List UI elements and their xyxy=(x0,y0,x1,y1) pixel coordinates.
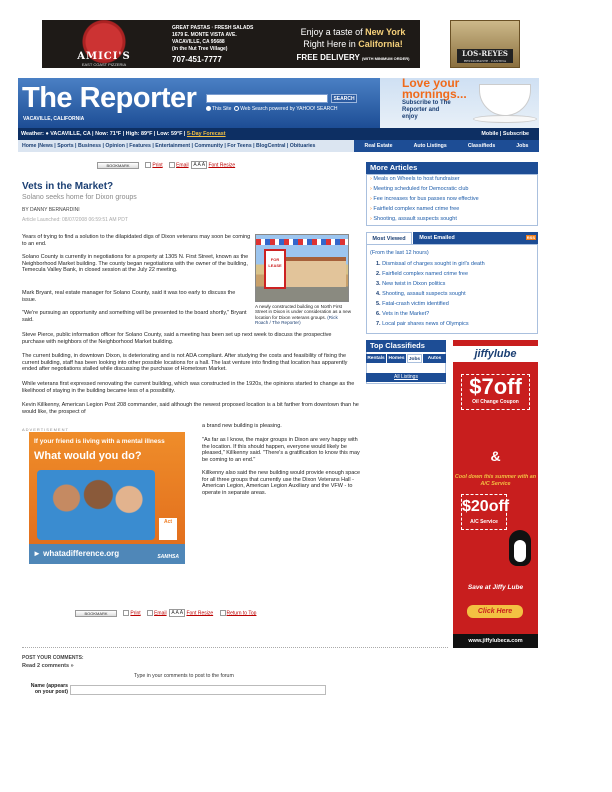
amici-brand-sub: EAST COAST PIZZERIA xyxy=(81,62,127,67)
para-3: Mark Bryant, real estate manager for Solano County, said it was too early to discuss the issue. xyxy=(22,290,236,303)
scope-site-label: This Site xyxy=(212,106,232,112)
para-10: "As far as I know, the major groups in Dixon are very happy with the location. If this should happen, everyone would likely be pleased," Killkenny said. "There's a gratification to know this may be coming to an end." xyxy=(202,437,360,463)
amici-logo xyxy=(42,20,166,68)
nav-right xyxy=(354,140,539,152)
coupon-ac-service xyxy=(461,494,510,530)
bookmark-button-bottom[interactable]: BOOKMARK xyxy=(75,610,117,617)
los-reyes-ad[interactable] xyxy=(450,20,520,68)
radio-web-search[interactable] xyxy=(234,106,239,111)
post-comments-label: POST YOUR COMMENTS: xyxy=(22,655,84,661)
amici-line3: VACAVILLE, CA 95688 xyxy=(172,39,225,45)
search-button[interactable]: SEARCH xyxy=(331,94,357,103)
jiffy-save: Save at Jiffy Lube xyxy=(467,584,524,591)
advertisement-label: ADVERTISEMENT xyxy=(22,427,69,432)
samhsa-logo: SAMHSA xyxy=(157,554,179,560)
jiffy-click-here-button[interactable]: Click Here xyxy=(467,605,523,618)
promo2: Right Here in xyxy=(303,39,359,49)
mh-ad-url: ► whatadifference.org xyxy=(29,544,185,564)
weather-bar xyxy=(18,128,539,140)
nav-links[interactable]: Home |News | Sports | Business | Opinion | Features | Entertainment | Community | For Teens | BlogCentral | Obituaries xyxy=(22,143,316,149)
para-1: Years of trying to find a solution to the dilapidated digs of Dixon veterans may soon be coming to an end. xyxy=(22,234,251,247)
most-viewed-4-text: Shooting, assault suspects sought xyxy=(382,291,466,297)
more-article-2-text: Meeting scheduled for Democratic club xyxy=(373,186,469,192)
amici-pizzeria-ad[interactable] xyxy=(42,20,420,68)
print-link-bottom[interactable]: Print xyxy=(130,610,141,617)
article-title: Vets in the Market? xyxy=(22,181,114,192)
more-article-5[interactable] xyxy=(370,216,457,222)
photo-sign: FOR LEASE xyxy=(264,249,286,289)
email-link[interactable]: Email xyxy=(176,162,189,169)
rss-area xyxy=(461,232,538,244)
amici-address xyxy=(166,20,286,68)
read-comments-link[interactable]: Read 2 comments » xyxy=(22,663,74,669)
most-viewed-6-text: Vets in the Market? xyxy=(382,311,430,317)
arrow-icon: › xyxy=(370,186,374,192)
more-article-3[interactable] xyxy=(370,196,479,202)
email-link-bottom[interactable]: Email xyxy=(154,610,167,617)
coffee-cup-icon xyxy=(479,84,531,116)
weather-icon: ● xyxy=(45,131,49,137)
more-article-5-text: Shooting, assault suspects sought xyxy=(373,216,457,222)
more-article-3-text: Fee increases for bus passes now effective xyxy=(373,196,479,202)
penguin-icon xyxy=(509,530,531,566)
caption-text: A newly constructed building on North First Street in Dixon is under consideration as a new location for Dixon veterans groups. xyxy=(255,304,352,320)
mh-ad-headline: What would you do? xyxy=(34,450,142,462)
para-11: Killkenny also said the new building would provide enough space for all three groups that currently use the Dixon Veterans Hall - American Legion, American Legion Auxiliary and the VFW - to operate in separate areas. xyxy=(202,470,361,496)
promo1: Enjoy a taste of xyxy=(300,27,366,37)
search-input[interactable] xyxy=(206,94,328,103)
delivery-note: (WITH MINIMUM ORDER) xyxy=(361,56,410,61)
coupon1-desc: Oil Change Coupon xyxy=(472,399,519,405)
arrow-icon: › xyxy=(370,196,374,202)
mh-ad-question: If your friend is living with a mental illness xyxy=(34,438,165,445)
mh-ad-url-text: whatadifference.org xyxy=(43,549,120,558)
classified-tab-autos[interactable]: Autos xyxy=(423,354,446,363)
weather-text: VACAVILLE, CA | Now: 71°F | High: 89°F | Low: 59°F | xyxy=(50,131,186,137)
nav-classifieds[interactable]: Classifieds xyxy=(467,143,496,149)
more-article-1[interactable] xyxy=(370,176,460,182)
return-to-top-link[interactable]: Return to Top xyxy=(226,610,257,617)
mobile-subscribe-links[interactable]: Mobile | Subscribe xyxy=(481,131,529,137)
search-scope xyxy=(206,106,338,112)
most-viewed-5-text: Fatal-crash victim identified xyxy=(382,301,449,307)
subscribe-ad[interactable] xyxy=(380,78,539,128)
rss-icon[interactable]: RSS xyxy=(526,235,535,240)
most-viewed-timeframe: (From the last 12 hours) xyxy=(370,250,429,256)
email-icon-bottom xyxy=(147,610,153,616)
main-nav xyxy=(18,140,539,152)
coupon2-amount: $20off xyxy=(462,498,510,515)
most-viewed-7[interactable]: 7. Local pair shares news of Olympics xyxy=(376,321,469,327)
amici-line1: GREAT PASTAS · FRESH SALADS xyxy=(172,25,254,31)
amici-line4: (in the Nut Tree Village) xyxy=(172,46,228,52)
subscribe-ad-text: Subscribe to The Reporter and enjoy xyxy=(402,100,451,120)
article-timestamp: Article Launched: 08/07/2008 06:59:51 AM PDT xyxy=(22,217,128,223)
font-size-buttons-bottom[interactable]: A A A xyxy=(171,610,184,616)
saucer-icon xyxy=(473,115,537,123)
masthead xyxy=(18,78,539,128)
radio-this-site[interactable] xyxy=(206,106,211,111)
forecast-link[interactable]: 5-Day Forecast xyxy=(186,131,226,137)
tab-most-viewed[interactable]: Most Viewed xyxy=(366,232,412,244)
more-article-4[interactable] xyxy=(370,206,459,212)
more-article-4-text: Fairfield complex named crime free xyxy=(373,206,460,212)
nav-real-estate[interactable]: Real Estate xyxy=(364,143,393,149)
mh-ad-photo xyxy=(37,470,155,540)
jiffy-cool-down: Cool down this summer with an A/C Service xyxy=(454,474,537,487)
para-7: While veterans first expressed renovating the current building, which was constructed in the 1920s, the opinions started to change as the likelihood of staying in the building became less of a possibility. xyxy=(22,381,355,394)
photo-flags xyxy=(256,239,349,245)
arrow-icon: › xyxy=(370,216,374,222)
promo2-bold: California! xyxy=(358,39,403,49)
name-field-label: Name (appears on your post) xyxy=(30,683,68,695)
most-viewed-3[interactable]: 3. New twist in Dixon politics xyxy=(376,281,446,287)
more-articles-heading: More Articles xyxy=(366,162,538,174)
coupon1-amount: $7off xyxy=(469,374,522,399)
most-viewed-7-text: Local pair shares news of Olympics xyxy=(382,321,469,327)
para-8: Kevin Killkenny, American Legion Post 208 commander, said although the newest proposed location is a bit farther from downtown than he would like, the prospect of xyxy=(22,402,359,415)
classified-tab-homes[interactable]: Homes xyxy=(388,356,405,361)
classified-tab-jobs[interactable]: Jobs xyxy=(407,354,422,363)
photo-building xyxy=(286,257,346,287)
more-article-2[interactable] xyxy=(370,186,468,192)
amici-brand: AMICI'S xyxy=(77,51,131,62)
nav-auto-listings[interactable]: Auto Listings xyxy=(413,143,447,149)
subscribe-ad-headline: Love your mornings... xyxy=(402,76,467,101)
most-viewed-6[interactable]: 6. Vets in the Market? xyxy=(376,311,430,317)
jiffy-logo-a: jiffy xyxy=(474,348,494,360)
most-viewed-1-text: Dismissal of charges sought in girl's death xyxy=(382,261,485,267)
mental-health-ad[interactable] xyxy=(29,432,185,564)
most-viewed-2[interactable]: 2. Fairfield complex named crime free xyxy=(376,271,469,277)
comments-divider xyxy=(22,647,448,648)
jiffy-url: www.jiffylubeca.com xyxy=(453,634,538,648)
most-viewed-1[interactable]: 1. Dismissal of charges sought in girl's death xyxy=(376,261,485,267)
comment-hint: Type in your comments to post to the forum xyxy=(134,673,234,679)
article-tools-top xyxy=(97,161,235,169)
amici-line2: 1679 E. MONTE VISTA AVE. xyxy=(172,32,237,38)
delivery: FREE DELIVERY xyxy=(296,53,360,62)
mh-ad-act: Act xyxy=(159,518,177,540)
jiffy-lube-logo xyxy=(453,346,538,362)
name-field[interactable] xyxy=(70,685,326,695)
most-viewed-5[interactable]: 5. Fatal-crash victim identified xyxy=(376,301,449,307)
para-9: a brand new building is pleasing. xyxy=(202,423,282,429)
arrow-icon: › xyxy=(370,176,374,182)
byline: BY DANNY BERNARDINI xyxy=(22,207,80,213)
para-6: The current building, in downtown Dixon, is deteriorating and is not ADA compliant. After studying the costs and feasibility of fixing the current building, staff has been looking into other possible locations for a hall. The last venture into finding that location has apparently ended after negotiations stalled while discussing the purchase of Hometown Market. xyxy=(22,353,348,373)
font-resize-link-bottom[interactable]: Font Resize xyxy=(186,610,214,617)
amici-promo xyxy=(286,20,420,68)
article-tools-bottom xyxy=(75,609,256,617)
jiffy-lube-ad[interactable] xyxy=(453,340,538,648)
weather-label: Weather: xyxy=(21,131,44,137)
more-article-1-text: Meals on Wheels to host fundraiser xyxy=(373,176,460,182)
top-classifieds-heading: Top Classifieds xyxy=(366,340,446,352)
print-icon-bottom xyxy=(123,610,129,616)
para-4: "We're pursuing an opportunity and something will be presented to the board shortly," Bryant said. xyxy=(22,310,247,323)
amici-phone: 707-451-7777 xyxy=(172,55,222,64)
arrow-icon: › xyxy=(370,206,374,212)
para-2: Solano County is currently in negotiations for a property at 1305 N. First Street, known as the Neighborhood Market building. The county began negotiations with the owner of the building, Temecula Valley Bank, in closed session at the July 22 meeting. xyxy=(22,254,249,274)
site-location: VACAVILLE, CALIFORNIA xyxy=(23,116,85,122)
article-photo[interactable] xyxy=(255,234,349,302)
promo1-bold: New York xyxy=(365,27,406,37)
all-listings-link[interactable]: All Listings xyxy=(366,373,446,382)
most-viewed-2-text: Fairfield complex named crime free xyxy=(382,271,469,277)
los-reyes-name: LOS-REYES xyxy=(462,49,508,58)
site-logo[interactable]: The Reporter xyxy=(22,82,197,114)
most-viewed-3-text: New twist in Dixon politics xyxy=(382,281,446,287)
los-reyes-sign xyxy=(457,49,513,63)
para-5: Steve Pierce, public information officer for Solano County, said a meeting has been set up next week to discuss the prospective purchase with neighbors of the Neighborhood Market building. xyxy=(22,332,332,345)
print-link[interactable]: Print xyxy=(152,162,163,169)
nav-jobs[interactable]: Jobs xyxy=(516,143,529,149)
tab-most-emailed[interactable]: Most Emailed xyxy=(413,232,461,244)
most-viewed-4[interactable]: 4. Shooting, assault suspects sought xyxy=(376,291,466,297)
article-subtitle: Solano seeks home for Dixon groups xyxy=(22,194,137,201)
print-icon xyxy=(145,162,151,168)
coupon-oil-change xyxy=(461,374,530,410)
jiffy-ampersand: & xyxy=(490,448,501,464)
classified-tab-rentals[interactable]: Rentals xyxy=(367,356,385,361)
font-resize-link[interactable]: Font Resize xyxy=(208,162,236,169)
los-reyes-sub: RESTAURANTE · CANTINA xyxy=(463,59,507,63)
scope-web-label: Web Search powered by YAHOO! SEARCH xyxy=(240,106,338,112)
email-icon xyxy=(169,162,175,168)
photo-credit: (Rick Roach / The Reporter) xyxy=(255,314,338,326)
coupon2-desc: A/C Service xyxy=(470,519,498,525)
bookmark-button[interactable]: BOOKMARK xyxy=(97,162,139,169)
jiffy-logo-b: lube xyxy=(493,348,517,360)
arrow-up-icon xyxy=(220,610,226,616)
photo-caption xyxy=(255,304,352,326)
font-size-buttons[interactable]: A A A xyxy=(193,162,206,168)
